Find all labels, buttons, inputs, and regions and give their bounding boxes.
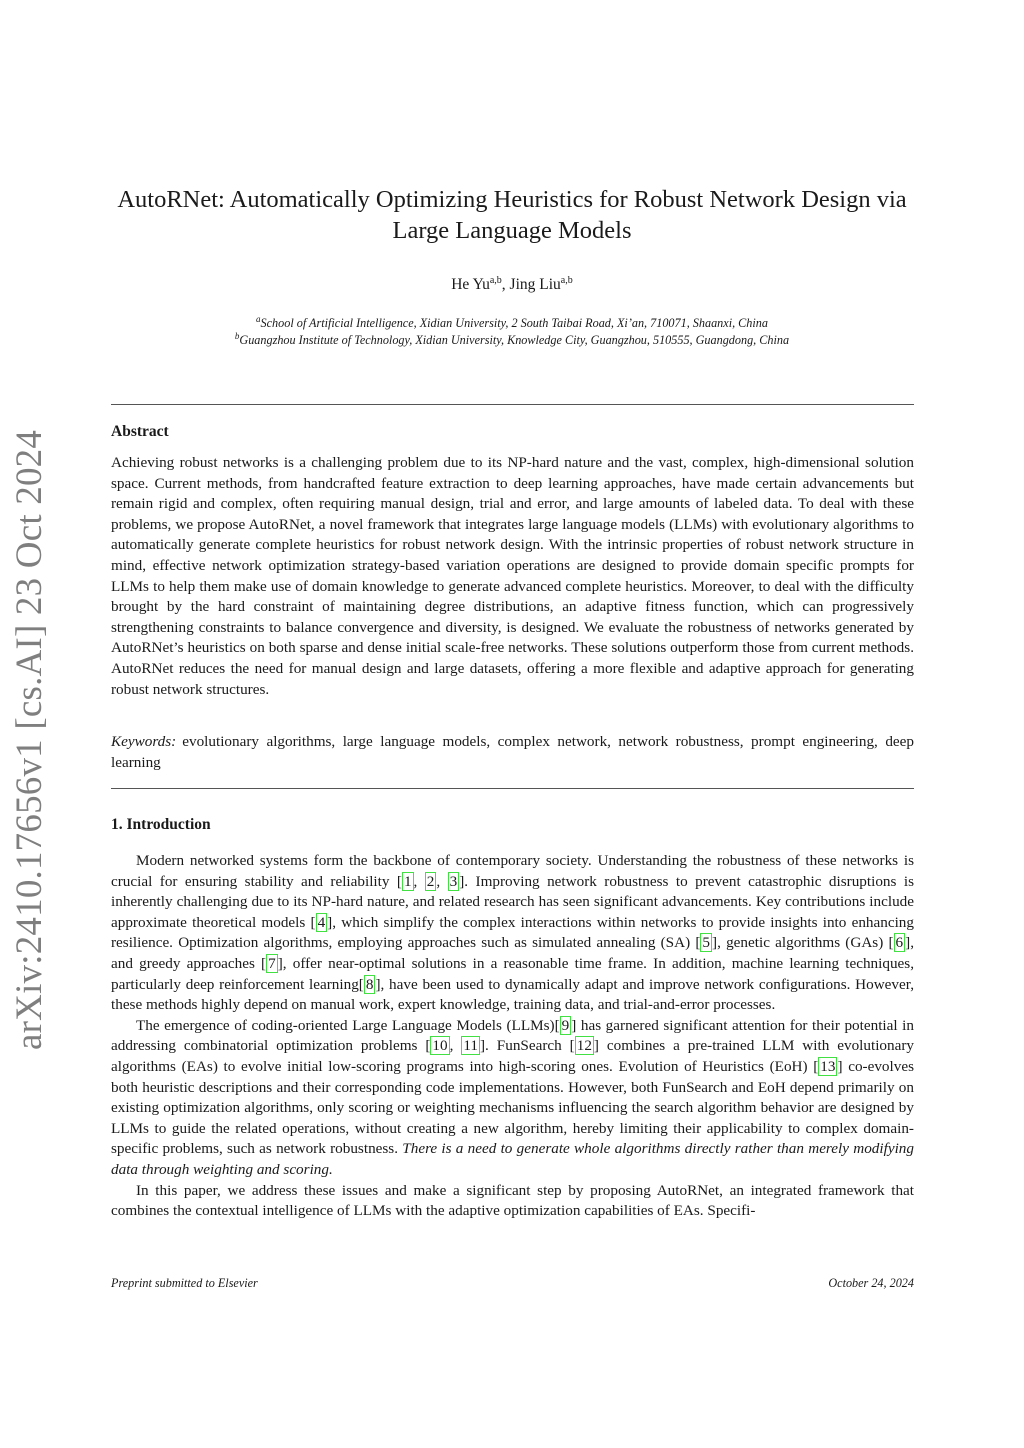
keywords: [111, 732, 914, 773]
author-name: Jing Liu: [509, 276, 561, 294]
author-separator: ,: [501, 276, 510, 294]
author-name: He Yu: [451, 276, 490, 294]
arxiv-identifier-stamp: arXiv:2410.17656v1 [cs.AI] 23 Oct 2024: [9, 429, 50, 1050]
title-line-1: AutoRNet: Automatically Optimizing Heuristics for Robust Network Design via: [117, 186, 907, 213]
paragraph-text: Modern networked systems form the backbone of contemporary society. Understanding the robustness of these networks is crucial for ensuring stability and reliability [: [111, 852, 914, 890]
abstract-top-rule: [111, 404, 914, 405]
citation-link[interactable]: 8: [365, 975, 374, 993]
paper-title: [100, 184, 924, 246]
paragraph-text: ] has garnered significant attention for their potential in addressing combinatorial optimization problems [: [111, 1016, 914, 1055]
paragraph-text: ], which simplify the complex interactions within networks to provide insights into enhancing resilience. Optimization algorithms, employing approaches such as simulated annealing (SA) [: [111, 913, 914, 952]
citation-link[interactable]: 11: [463, 1037, 478, 1055]
citation-link[interactable]: 10: [432, 1037, 448, 1055]
introduction-body: [111, 851, 914, 1222]
paragraph-text: ], genetic algorithms (GAs) [: [712, 934, 894, 952]
citation-link[interactable]: 6: [895, 934, 904, 952]
keywords-label: Keywords:: [111, 733, 177, 750]
citation-link[interactable]: 4: [317, 913, 326, 931]
paragraph-text: ] combines a pre-trained LLM with evolutionary algorithms (EAs) to evolve initial low-scoring programs into high-scoring ones. Evolution of Heuristics (EoH) [: [111, 1037, 915, 1075]
abstract-bottom-rule: [111, 788, 914, 789]
author-list: [100, 275, 924, 294]
paragraph-text: ], and greedy approaches [: [111, 934, 914, 972]
title-line-2: Large Language Models: [392, 217, 632, 244]
abstract-heading: Abstract: [111, 423, 169, 440]
paragraph-text: The emergence of coding-oriented Large Language Models (LLMs)[: [136, 1016, 560, 1034]
introduction-paragraph-2: The emergence of coding-oriented Large Language Models (LLMs)[ 9 ] has garnered significant attention for their potential in addressing combinatorial optimization problems [ 10 , 11 ]. FunSearch [ 12 ] combines a pre-trained LLM with evolutionary algorithms (EAs) to evolve initial low-scoring programs into high-scoring ones. Evolution of Heuristics (EoH) [ 13 ] co-evolves both heuristic descriptions and their corresponding code implementations. However, both FunSearch and EoH depend primarily on existing optimization algorithms, only scoring or weighting mechanisms influencing the search algorithm behavior are designed by LLMs to guide the related operations, without creating a new algorithm, hereby limiting their applicability to complex domain-specific problems, such as network robustness. There is a need to generate whole algorithms directly rather than merely modifying data through weighting and scoring.: [111, 1016, 915, 1178]
citation-link[interactable]: 2: [426, 872, 435, 890]
affiliation-text: Guangzhou Institute of Technology, Xidian University, Knowledge City, Guangzhou, 510555, Guangdong, China: [239, 333, 790, 348]
emphasized-text: There is a need to generate whole algorithms directly rather than merely modifying data through weighting and scoring.: [111, 1140, 914, 1178]
affiliation-b: [100, 328, 924, 348]
author-affiliation-mark: a,b: [489, 275, 502, 286]
keywords-text: evolutionary algorithms, large language models, complex network, network robustness, prompt engineering, deep learning: [111, 733, 914, 771]
footer-date: October 24, 2024: [828, 1276, 914, 1290]
introduction-paragraph-3: In this paper, we address these issues and make a significant step by proposing AutoRNet, an integrated framework that combines the contextual intelligence of LLMs with the adaptive optimization capabilities of EAs. Specifi-: [111, 1181, 914, 1220]
citation-link[interactable]: 5: [702, 934, 711, 952]
citation-link[interactable]: 1: [403, 872, 412, 890]
introduction-paragraph-1: Modern networked systems form the backbone of contemporary society. Understanding the robustness of these networks is crucial for ensuring stability and reliability [ 1 , 2 , 3 ]. Improving network robustness to prevent catastrophic disruptions is inherently challenging due to its NP-hard nature, and related research has seen significant advancements. Key contributions include approximate theoretical models [ 4 ], which simplify the complex interactions within networks to provide insights into enhancing resilience. Optimization algorithms, employing approaches such as simulated annealing (SA) [ 5 ], genetic algorithms (GAs) [ 6 ], and greedy approaches [ 7 ], offer near-optimal solutions in a reasonable time frame. In addition, machine learning techniques, particularly deep reinforcement learning[ 8 ], have been used to dynamically adapt and improve network configurations. However, these methods highly depend on manual work, expert knowledge, training data, and trial-and-error processes.: [111, 852, 915, 1014]
affiliation-mark: b: [234, 331, 240, 341]
affiliation-mark: a: [256, 314, 261, 324]
paragraph-text: ]. FunSearch [: [479, 1037, 575, 1055]
paragraph-text: ]. Improving network robustness to prevent catastrophic disruptions is inherently challenging due to its NP-hard nature, and related research has seen significant advancements. Key contributions include approximate theoretical models [: [111, 872, 915, 931]
author-affiliation-mark: a,b: [560, 275, 573, 286]
citation-link[interactable]: 9: [561, 1016, 570, 1034]
affiliation-text: School of Artificial Intelligence, Xidian University, 2 South Taibai Road, Xi’an, 710071, Shaanxi, China: [260, 316, 768, 331]
paragraph-text: ], have been used to dynamically adapt and improve network configurations. However, these methods highly depend on manual work, expert knowledge, training data, and trial-and-error processes.: [111, 975, 914, 1014]
paragraph-text: ] co-evolves both heuristic descriptions and their corresponding code implementations. However, both FunSearch and EoH depend primarily on existing optimization algorithms, only scoring or weighting mechanisms influencing the search algorithm behavior are designed by LLMs to guide the related operations, without creating a new algorithm, hereby limiting their applicability to complex domain-specific problems, such as network robustness.: [111, 1057, 914, 1158]
citation-link[interactable]: 7: [268, 954, 276, 972]
citation-link[interactable]: 3: [449, 872, 458, 890]
section-heading-introduction: 1. Introduction: [111, 816, 211, 833]
citation-link[interactable]: 13: [820, 1057, 836, 1075]
paragraph-text: ], offer near-optimal solutions in a reasonable time frame. In addition, machine learning techniques, particularly deep reinforcement learning[: [111, 954, 914, 993]
footer-preprint-note: Preprint submitted to Elsevier: [111, 1276, 258, 1290]
abstract-text: Achieving robust networks is a challenging problem due to its NP-hard nature and the vast, complex, high-dimensional solution space. Current methods, from handcrafted feature extraction to deep learning approaches, have made certain advancements but remain rigid and complex, often requiring manual design, trial and error, and large amounts of labeled data. To deal with these problems, we propose AutoRNet, a novel framework that integrates large language models (LLMs) with evolutionary algorithms to automatically generate complete heuristics for robust network design. With the intrinsic properties of robust network structure in mind, effective network optimization strategy-based variation operations are designed to provide domain specific prompts for LLMs to help them make use of domain knowledge to generate advanced complete heuristics. Moreover, to deal with the difficulty brought by the hard constraint of maintaining degree distributions, an adaptive fitness function, which can progressively strengthening constraints to balance convergence and diversity, is designed. We evaluate the robustness of networks generated by AutoRNet’s heuristics on both sparse and dense initial scale-free networks. These solutions outperform those from current methods. AutoRNet reduces the need for manual design and large datasets, offering a more flexible and adaptive approach for generating robust network structures.: [111, 454, 914, 698]
citation-link[interactable]: 12: [576, 1037, 592, 1055]
